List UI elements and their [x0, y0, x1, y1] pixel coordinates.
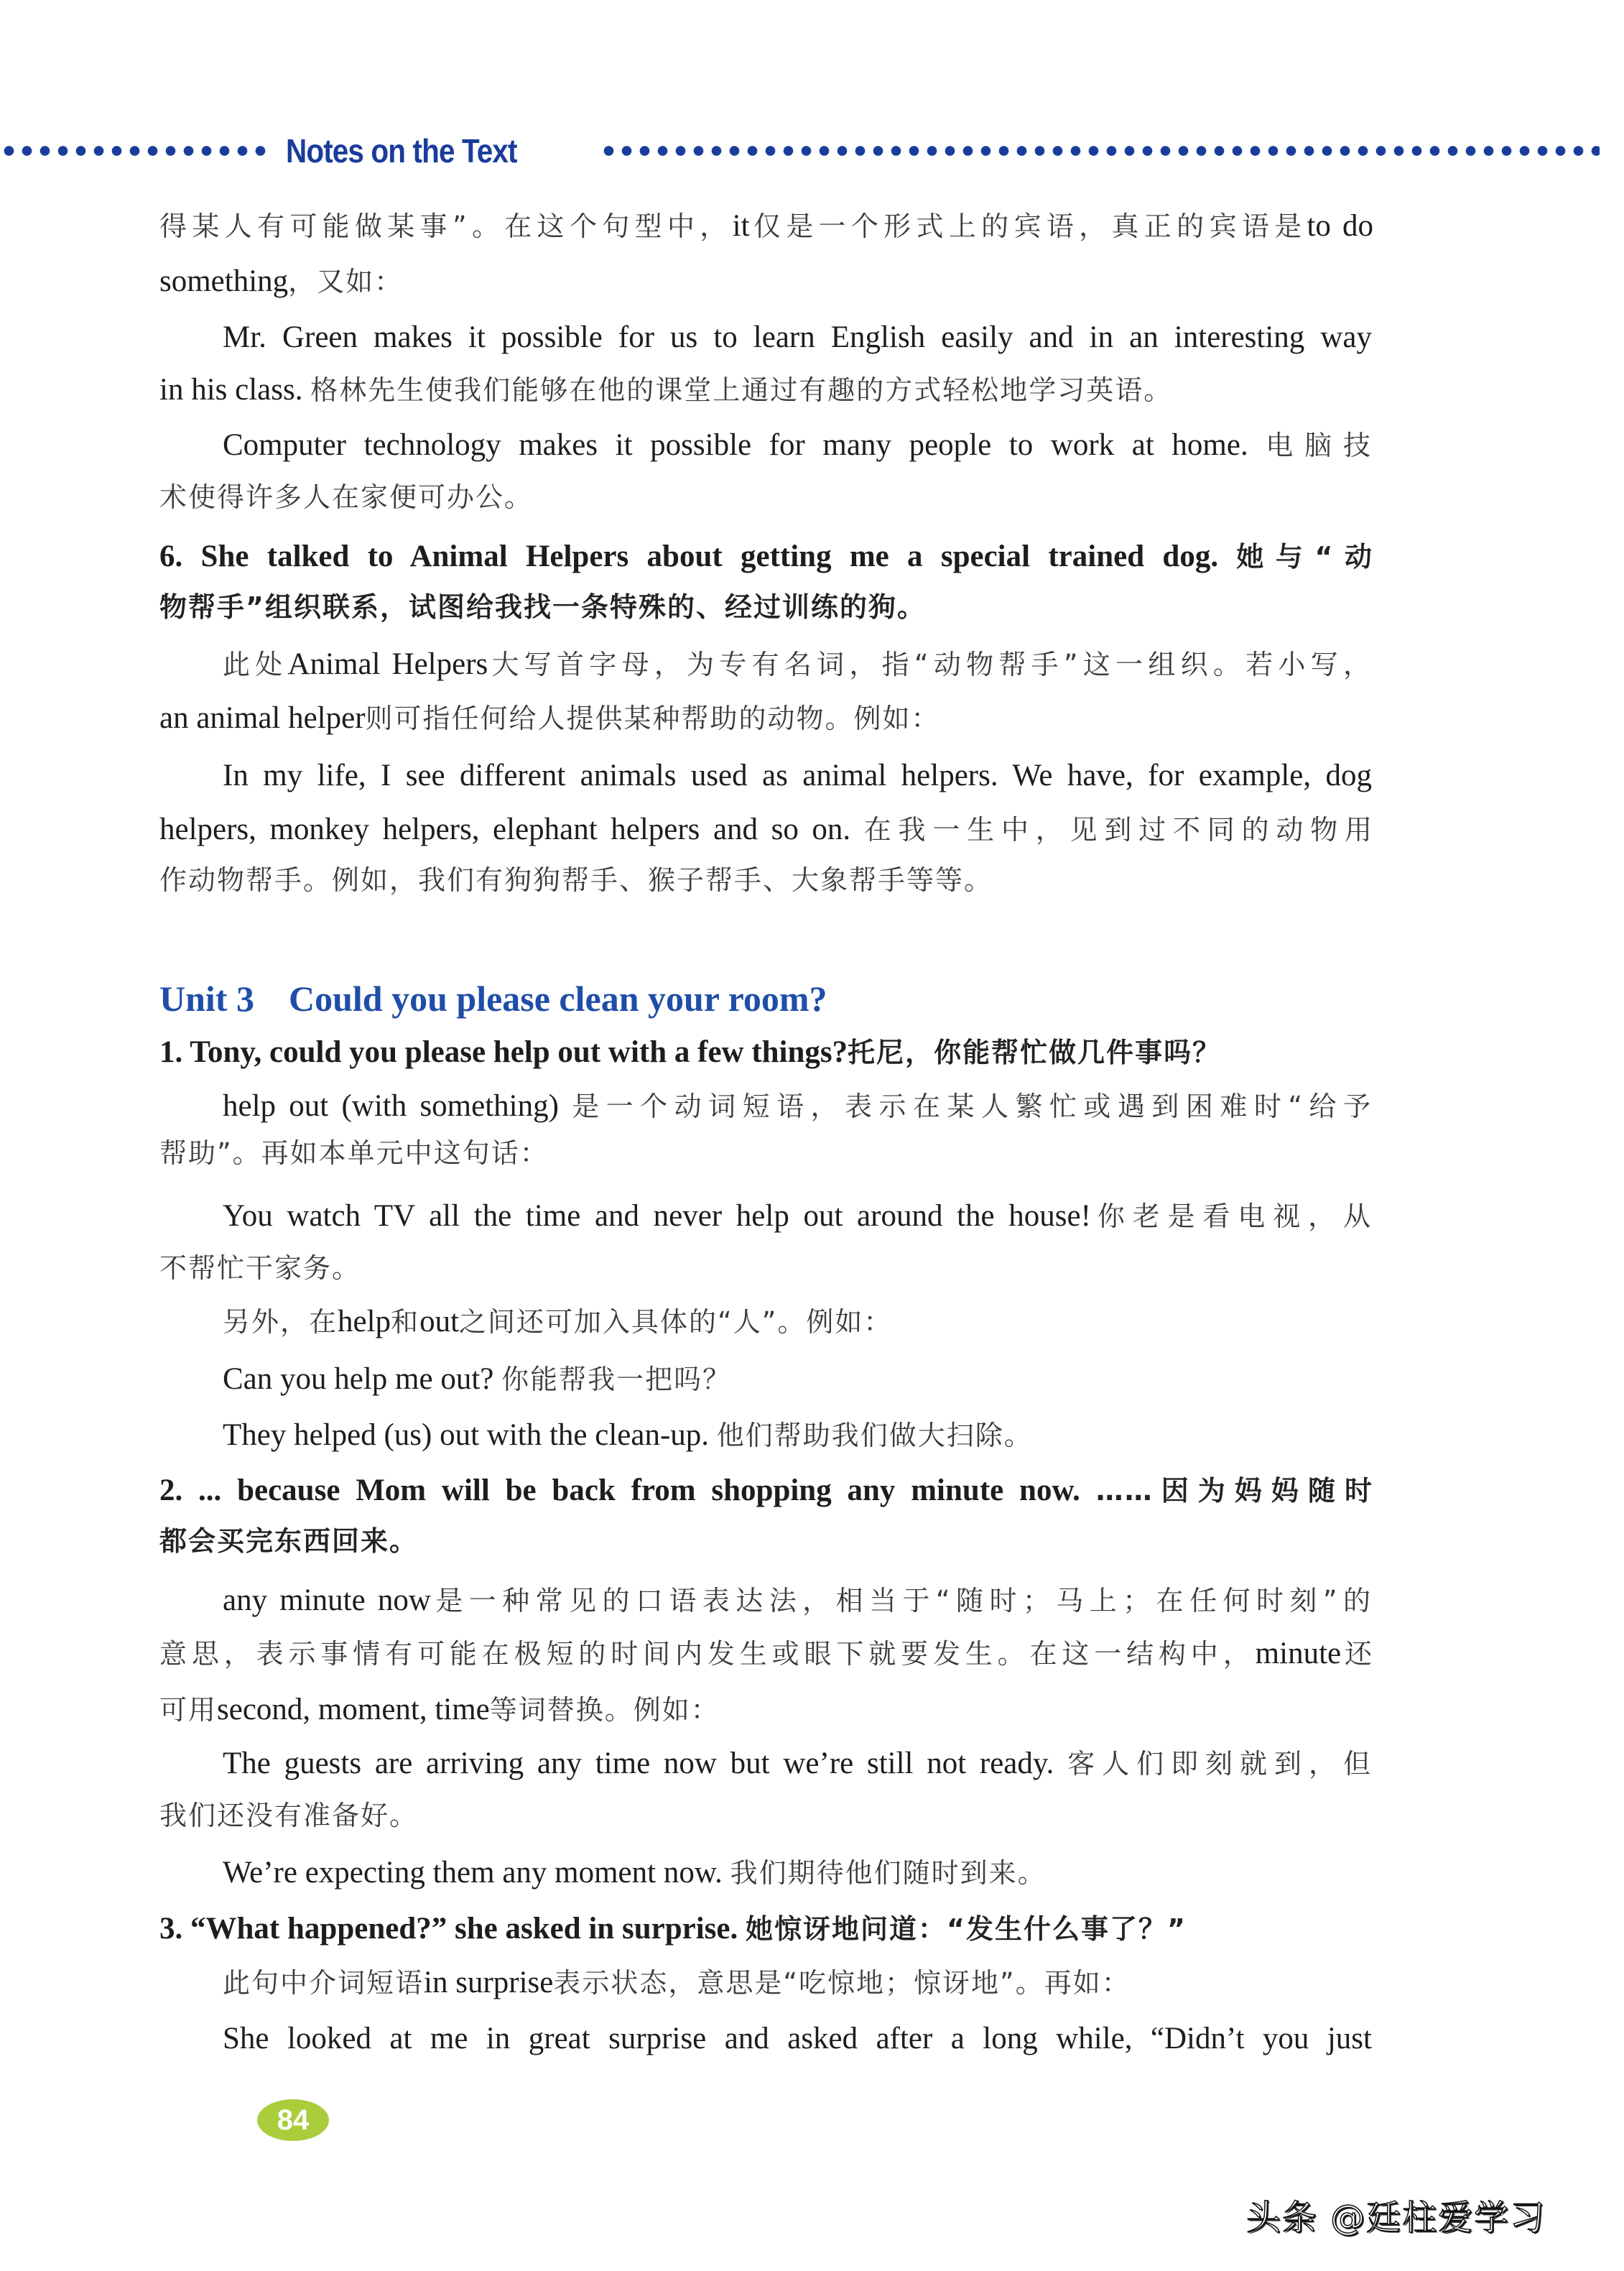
page-number-badge: 84	[257, 2099, 329, 2141]
example-sentence: in his class. 格林先生使我们能够在他的课堂上通过有趣的方式轻松地学习英语。	[159, 373, 1173, 407]
paragraph-line: 可用second, moment, time等词替换。例如：	[159, 1693, 720, 1726]
paragraph-line: 意思，表示事情有可能在极短的时间内发生或眼下就要发生。在这一结构中，minute还	[159, 1637, 1373, 1670]
note-heading-2: 都会买完东西回来。	[159, 1525, 419, 1557]
example-sentence: Can you help me out? 你能帮我一把吗？	[223, 1362, 732, 1396]
paragraph-line: 此句中介词短语in surprise表示状态，意思是“吃惊地；惊讶地”。再如：	[223, 1966, 1131, 1999]
example-sentence: helpers, monkey helpers, elephant helpers and so on. 在我一生中，见到过不同的动物用	[159, 813, 1373, 846]
note-heading-2: 2. ... because Mom will be back from shopping any minute now. ……因为妈妈随时	[159, 1474, 1374, 1507]
example-sentence: Mr. Green makes it possible for us to learn English easily and in an interesting way	[223, 320, 1372, 354]
section-header	[0, 133, 1624, 169]
example-sentence: The guests are arriving any time now but we’re still not ready. 客人们即刻就到，但	[223, 1747, 1373, 1780]
section-title: Notes on the Text	[286, 132, 517, 170]
example-sentence: 术使得许多人在家便可办公。	[159, 481, 534, 513]
source-watermark: 头条 @廷柱爱学习	[1246, 2198, 1546, 2238]
paragraph-line: 此处Animal Helpers大写首字母，为专有名词，指“动物帮手”这一组织。若小写，	[223, 647, 1372, 681]
paragraph-line: something，又如：	[159, 264, 404, 298]
example-sentence: Computer technology makes it possible for many people to work at home. 电脑技	[223, 428, 1372, 462]
example-sentence: They helped (us) out with the clean-up. 他们帮助我们做大扫除。	[223, 1418, 1033, 1452]
paragraph-line: help out (with something) 是一个动词短语，表示在某人繁忙或遇到困难时“给予	[223, 1089, 1372, 1123]
unit-title: Could you please clean your room?	[288, 979, 827, 1019]
example-sentence: We’re expecting them any moment now. 我们期待他们随时到来。	[223, 1856, 1047, 1890]
note-heading-3: 3. “What happened?” she asked in surprise. 她惊讶地问道：“发生什么事了？”	[159, 1912, 1187, 1946]
note-heading-6: 6. She talked to Animal Helpers about getting me a special trained dog. 她与“动	[159, 540, 1373, 573]
example-sentence: In my life, I see different animals used as animal helpers. We have, for example, dog	[223, 759, 1372, 792]
note-heading-1: 1. Tony, could you please help out with a few things?托尼，你能帮忙做几件事吗？	[159, 1035, 1222, 1069]
example-sentence: 作动物帮手。例如，我们有狗狗帮手、猴子帮手、大象帮手等等。	[159, 864, 993, 896]
header-dotted-rule-left	[0, 146, 272, 156]
example-sentence: 不帮忙干家务。	[159, 1252, 361, 1284]
unit-label: Unit 3	[159, 979, 254, 1019]
note-heading-6: 物帮手”组织联系，试图给我找一条特殊的、经过训练的狗。	[159, 591, 926, 623]
paragraph-line: an animal helper则可指任何给人提供某种帮助的动物。例如：	[159, 701, 940, 735]
unit-heading	[159, 976, 827, 1022]
example-sentence: She looked at me in great surprise and asked after a long while, “Didn’t you just	[223, 2022, 1372, 2055]
paragraph-line: 得某人有可能做某事”。在这个句型中，it仅是一个形式上的宾语，真正的宾语是to do	[159, 209, 1373, 243]
paragraph-line: 帮助”。再如本单元中这句话：	[159, 1137, 549, 1169]
example-sentence: 我们还没有准备好。	[159, 1800, 419, 1831]
paragraph-line: 另外，在help和out之间还可加入具体的“人”。例如：	[223, 1305, 893, 1338]
paragraph-line: any minute now是一种常见的口语表达法，相当于“随时；马上；在任何时刻”的	[223, 1583, 1372, 1617]
example-sentence: You watch TV all the time and never help out around the house!你老是看电视，从	[223, 1199, 1372, 1233]
header-dotted-rule-right	[600, 146, 1600, 156]
